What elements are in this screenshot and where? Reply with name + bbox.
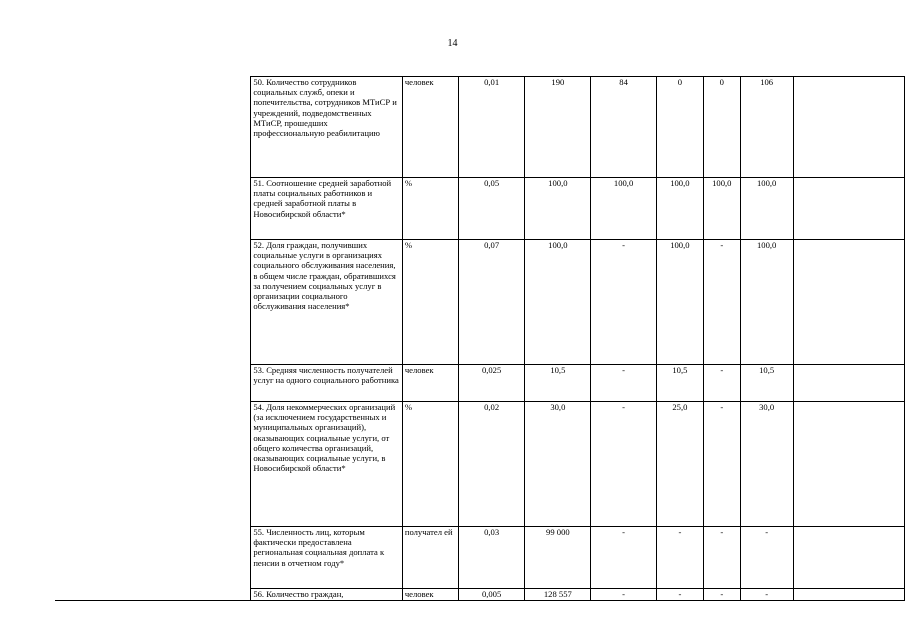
value-cell: 84 [591, 77, 657, 178]
value-cell [793, 527, 904, 589]
blank-cell [55, 178, 251, 240]
weight-cell: 0,01 [458, 77, 525, 178]
unit-cell: человек [402, 589, 458, 601]
value-cell: 25,0 [656, 402, 703, 527]
value-cell [793, 77, 904, 178]
unit-cell: % [402, 178, 458, 240]
unit-cell: человек [402, 77, 458, 178]
indicators-table [55, 76, 905, 601]
value-cell: - [591, 527, 657, 589]
value-cell: - [656, 589, 703, 601]
value-cell: 100,0 [525, 178, 591, 240]
blank-cell [55, 527, 251, 589]
value-cell: - [591, 589, 657, 601]
value-cell: 99 000 [525, 527, 591, 589]
indicator-name-cell: 50. Количество сотрудников социальных служб, опеки и попечительства, сотрудников МТиСР и учреждений, подведомственных МТиСР, прошедших профессиональную реабилитацию [251, 77, 403, 178]
value-cell [793, 589, 904, 601]
value-cell: - [740, 589, 793, 601]
table-row [55, 402, 905, 527]
value-cell: 0 [703, 77, 740, 178]
value-cell: - [740, 527, 793, 589]
page-number: 14 [447, 38, 458, 49]
value-cell: 10,5 [656, 365, 703, 402]
table-row [55, 527, 905, 589]
indicator-name-cell: 53. Средняя численность получателей услуг на одного социального работника [251, 365, 403, 402]
value-cell: 0 [656, 77, 703, 178]
weight-cell: 0,05 [458, 178, 525, 240]
value-cell: 100,0 [656, 240, 703, 365]
unit-cell: получател ей [402, 527, 458, 589]
value-cell [793, 402, 904, 527]
blank-cell [55, 240, 251, 365]
weight-cell: 0,02 [458, 402, 525, 527]
value-cell: 10,5 [740, 365, 793, 402]
weight-cell: 0,03 [458, 527, 525, 589]
value-cell: 30,0 [740, 402, 793, 527]
value-cell [793, 365, 904, 402]
value-cell: - [591, 240, 657, 365]
table-row [55, 365, 905, 402]
value-cell: - [656, 527, 703, 589]
value-cell: 100,0 [740, 240, 793, 365]
value-cell: 100,0 [591, 178, 657, 240]
table-row [55, 178, 905, 240]
value-cell: - [591, 402, 657, 527]
indicator-name-cell: 51. Соотношение средней заработной платы социальных работников и средней заработной платы в Новосибирской области* [251, 178, 403, 240]
value-cell: 190 [525, 77, 591, 178]
value-cell [793, 178, 904, 240]
unit-cell: % [402, 402, 458, 527]
table-row [55, 77, 905, 178]
value-cell: - [703, 589, 740, 601]
value-cell: 100,0 [740, 178, 793, 240]
blank-cell [55, 589, 251, 601]
value-cell: 128 557 [525, 589, 591, 601]
value-cell: - [591, 365, 657, 402]
table-row [55, 240, 905, 365]
value-cell: 100,0 [703, 178, 740, 240]
value-cell [793, 240, 904, 365]
value-cell: - [703, 527, 740, 589]
blank-cell [55, 365, 251, 402]
value-cell: - [703, 402, 740, 527]
blank-cell [55, 77, 251, 178]
value-cell: - [703, 365, 740, 402]
value-cell: 106 [740, 77, 793, 178]
indicator-name-cell: 55. Численность лиц, которым фактически предоставлена региональная социальная доплата к пенсии в отчетном году* [251, 527, 403, 589]
blank-cell [55, 402, 251, 527]
weight-cell: 0,07 [458, 240, 525, 365]
indicator-name-cell: 54. Доля некоммерческих организаций (за исключением государственных и муниципальных организаций), оказывающих социальные услуги, от общего количества организаций, оказывающих социальные услуги, в Новосибирской области* [251, 402, 403, 527]
weight-cell: 0,025 [458, 365, 525, 402]
table-row [55, 589, 905, 601]
unit-cell: человек [402, 365, 458, 402]
value-cell: 100,0 [525, 240, 591, 365]
indicator-name-cell: 52. Доля граждан, получивших социальные услуги в организациях социального обслуживания населения, в общем числе граждан, обратившихся за получением социальных услуг в организации социального обслуживания населения* [251, 240, 403, 365]
unit-cell: % [402, 240, 458, 365]
value-cell: 30,0 [525, 402, 591, 527]
value-cell: - [703, 240, 740, 365]
value-cell: 10,5 [525, 365, 591, 402]
weight-cell: 0,005 [458, 589, 525, 601]
indicator-name-cell: 56. Количество граждан, [251, 589, 403, 601]
value-cell: 100,0 [656, 178, 703, 240]
